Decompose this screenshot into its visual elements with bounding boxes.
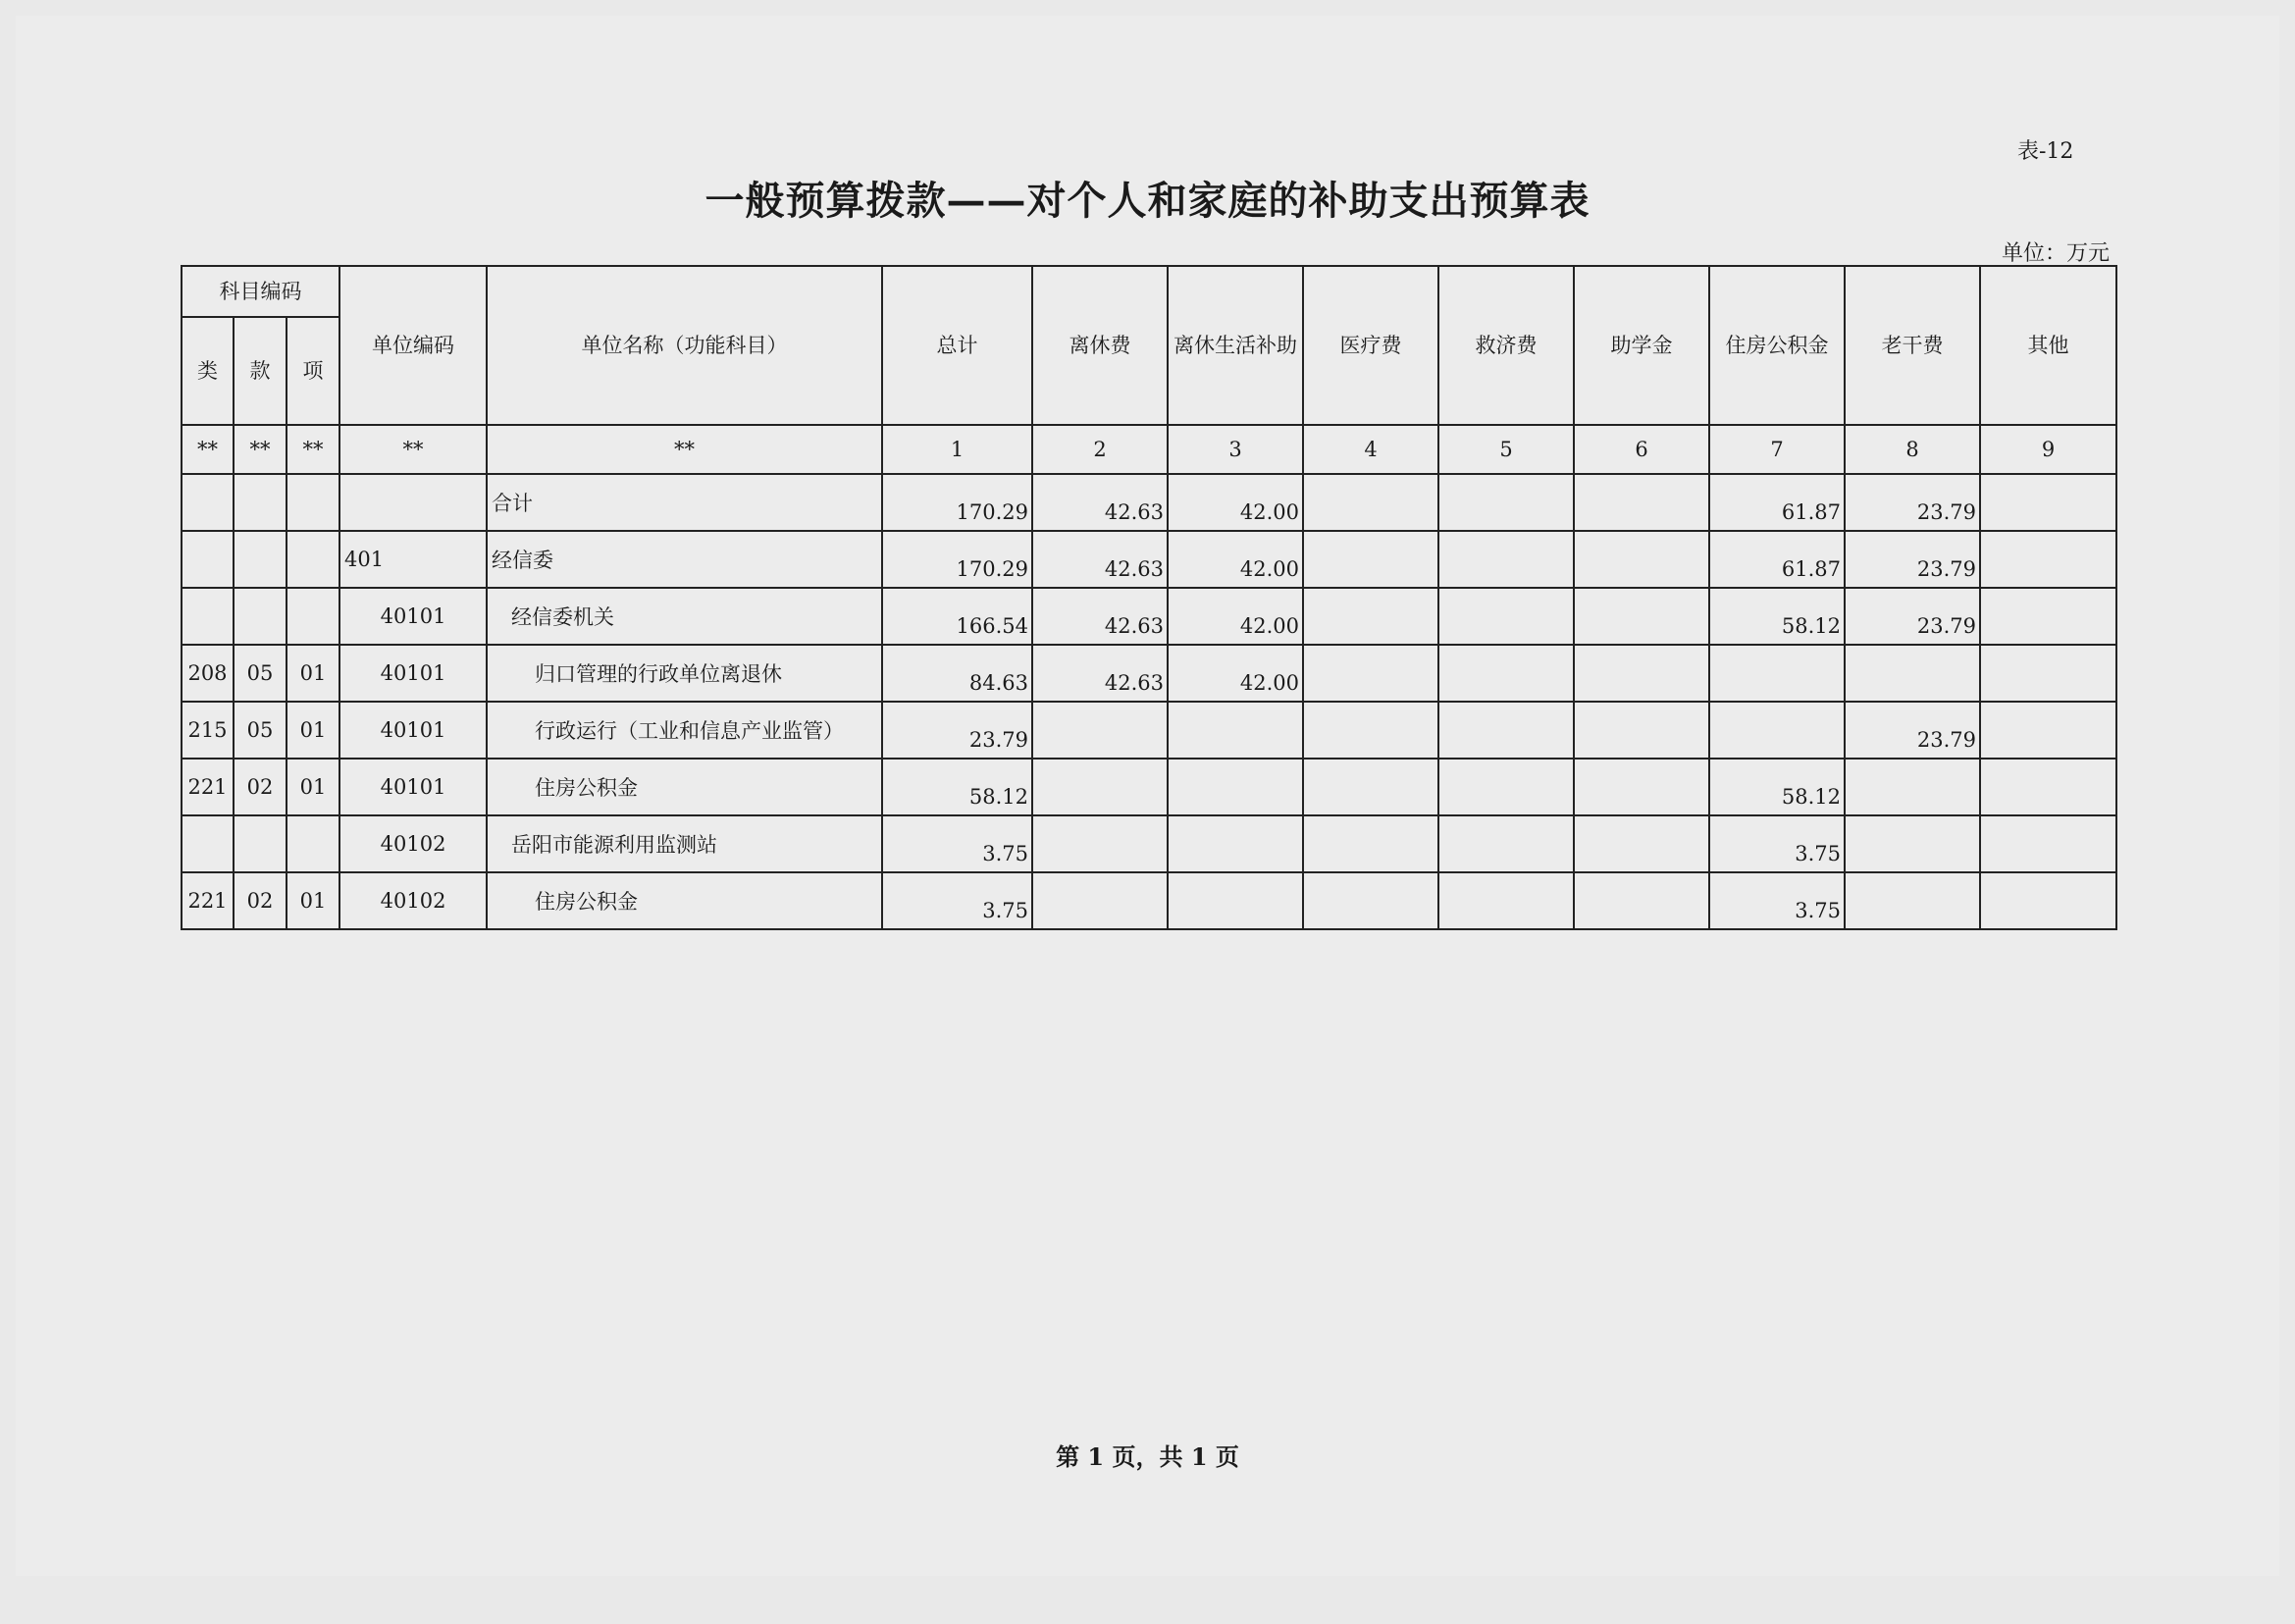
cell-value bbox=[1709, 702, 1845, 759]
cell-lei: 221 bbox=[182, 872, 234, 929]
header-other: 其他 bbox=[1980, 266, 2116, 425]
cell-unit-name: 经信委 bbox=[487, 531, 882, 588]
cell-value bbox=[1438, 531, 1574, 588]
cell-kuan bbox=[234, 588, 287, 645]
cell-unit-name: 住房公积金 bbox=[487, 759, 882, 815]
cell-value bbox=[1032, 759, 1168, 815]
header-retirement-fee: 离休费 bbox=[1032, 266, 1168, 425]
cell-value bbox=[1168, 815, 1303, 872]
cell-lei bbox=[182, 531, 234, 588]
cell-value: 3.75 bbox=[882, 872, 1032, 929]
page-title: 一般预算拨款——对个人和家庭的补助支出预算表 bbox=[704, 178, 1591, 224]
cell-value bbox=[1438, 702, 1574, 759]
table-row bbox=[182, 645, 2116, 702]
cell-value bbox=[1438, 645, 1574, 702]
cell-value: 61.87 bbox=[1709, 531, 1845, 588]
cell-value: 170.29 bbox=[882, 474, 1032, 531]
cell-value: 58.12 bbox=[1709, 588, 1845, 645]
cell-kuan: 02 bbox=[234, 872, 287, 929]
table-row bbox=[182, 759, 2116, 815]
header-student-aid: 助学金 bbox=[1574, 266, 1709, 425]
cell-value: 3.75 bbox=[882, 815, 1032, 872]
index-cell: 4 bbox=[1303, 425, 1438, 474]
cell-unit-code: 401 bbox=[339, 531, 487, 588]
cell-unit-code: 40102 bbox=[339, 815, 487, 872]
cell-value bbox=[1438, 474, 1574, 531]
cell-value bbox=[1032, 815, 1168, 872]
cell-xiang: 01 bbox=[287, 872, 339, 929]
index-cell: ** bbox=[287, 425, 339, 474]
cell-xiang bbox=[287, 815, 339, 872]
cell-value: 58.12 bbox=[1709, 759, 1845, 815]
cell-value: 42.63 bbox=[1032, 588, 1168, 645]
index-cell: 5 bbox=[1438, 425, 1574, 474]
cell-value bbox=[1303, 588, 1438, 645]
unit-label: 单位：万元 bbox=[2002, 241, 2111, 266]
cell-value bbox=[1574, 531, 1709, 588]
cell-value bbox=[1980, 474, 2116, 531]
header-row-1 bbox=[182, 266, 2116, 317]
table-number: 表-12 bbox=[2017, 139, 2074, 164]
cell-lei bbox=[182, 588, 234, 645]
table-row bbox=[182, 531, 2116, 588]
cell-value bbox=[1574, 872, 1709, 929]
cell-kuan bbox=[234, 815, 287, 872]
table-row bbox=[182, 872, 2116, 929]
cell-unit-name: 岳阳市能源利用监测站 bbox=[487, 815, 882, 872]
cell-xiang bbox=[287, 588, 339, 645]
table-row bbox=[182, 588, 2116, 645]
header-retirement-living-subsidy: 离休生活补助 bbox=[1168, 266, 1303, 425]
cell-value: 166.54 bbox=[882, 588, 1032, 645]
cell-value bbox=[1845, 815, 1980, 872]
cell-value bbox=[1032, 872, 1168, 929]
cell-value bbox=[1980, 815, 2116, 872]
cell-unit-code: 40102 bbox=[339, 872, 487, 929]
table-row bbox=[182, 815, 2116, 872]
cell-unit-name: 经信委机关 bbox=[487, 588, 882, 645]
cell-value: 84.63 bbox=[882, 645, 1032, 702]
header-kuan: 款 bbox=[234, 317, 287, 425]
cell-value bbox=[1574, 474, 1709, 531]
index-cell: 2 bbox=[1032, 425, 1168, 474]
index-cell: ** bbox=[487, 425, 882, 474]
header-unit-name: 单位名称（功能科目） bbox=[487, 266, 882, 425]
index-cell: 7 bbox=[1709, 425, 1845, 474]
cell-value: 3.75 bbox=[1709, 872, 1845, 929]
cell-kuan: 05 bbox=[234, 702, 287, 759]
budget-table bbox=[181, 265, 2117, 930]
cell-kuan: 05 bbox=[234, 645, 287, 702]
cell-value bbox=[1032, 702, 1168, 759]
index-cell: ** bbox=[234, 425, 287, 474]
header-subject-code: 科目编码 bbox=[182, 266, 339, 317]
cell-value bbox=[1845, 759, 1980, 815]
cell-value: 23.79 bbox=[1845, 474, 1980, 531]
cell-unit-code: 40101 bbox=[339, 759, 487, 815]
cell-unit-code: 40101 bbox=[339, 645, 487, 702]
cell-value bbox=[1845, 645, 1980, 702]
cell-unit-code: 40101 bbox=[339, 588, 487, 645]
cell-value: 42.00 bbox=[1168, 531, 1303, 588]
cell-value bbox=[1438, 759, 1574, 815]
cell-value bbox=[1980, 759, 2116, 815]
cell-unit-name: 合计 bbox=[487, 474, 882, 531]
header-relief-fee: 救济费 bbox=[1438, 266, 1574, 425]
index-cell: 3 bbox=[1168, 425, 1303, 474]
cell-kuan: 02 bbox=[234, 759, 287, 815]
cell-value bbox=[1709, 645, 1845, 702]
header-housing-fund: 住房公积金 bbox=[1709, 266, 1845, 425]
cell-lei bbox=[182, 474, 234, 531]
cell-value: 23.79 bbox=[1845, 531, 1980, 588]
header-total: 总计 bbox=[882, 266, 1032, 425]
cell-xiang: 01 bbox=[287, 645, 339, 702]
table-row bbox=[182, 474, 2116, 531]
cell-value bbox=[1574, 645, 1709, 702]
cell-xiang bbox=[287, 531, 339, 588]
cell-value bbox=[1980, 702, 2116, 759]
index-cell: 6 bbox=[1574, 425, 1709, 474]
index-cell: ** bbox=[182, 425, 234, 474]
cell-value: 23.79 bbox=[1845, 588, 1980, 645]
cell-value bbox=[1574, 815, 1709, 872]
cell-value bbox=[1168, 872, 1303, 929]
cell-value bbox=[1303, 815, 1438, 872]
cell-value: 42.00 bbox=[1168, 588, 1303, 645]
cell-value: 42.63 bbox=[1032, 645, 1168, 702]
cell-unit-code bbox=[339, 474, 487, 531]
cell-value: 58.12 bbox=[882, 759, 1032, 815]
cell-value bbox=[1980, 531, 2116, 588]
cell-value bbox=[1980, 645, 2116, 702]
index-cell: 1 bbox=[882, 425, 1032, 474]
cell-kuan bbox=[234, 531, 287, 588]
cell-xiang: 01 bbox=[287, 702, 339, 759]
header-medical-fee: 医疗费 bbox=[1303, 266, 1438, 425]
cell-lei bbox=[182, 815, 234, 872]
cell-value bbox=[1303, 759, 1438, 815]
cell-value bbox=[1168, 759, 1303, 815]
table-row bbox=[182, 702, 2116, 759]
page-footer: 第 1 页，共 1 页 bbox=[1056, 1442, 1239, 1471]
cell-lei: 221 bbox=[182, 759, 234, 815]
cell-value: 23.79 bbox=[1845, 702, 1980, 759]
cell-value: 42.00 bbox=[1168, 474, 1303, 531]
cell-unit-name: 行政运行（工业和信息产业监管） bbox=[487, 702, 882, 759]
index-cell: 9 bbox=[1980, 425, 2116, 474]
cell-value bbox=[1438, 872, 1574, 929]
cell-xiang: 01 bbox=[287, 759, 339, 815]
cell-xiang bbox=[287, 474, 339, 531]
cell-value bbox=[1845, 872, 1980, 929]
cell-value bbox=[1574, 588, 1709, 645]
cell-value bbox=[1980, 872, 2116, 929]
cell-unit-code: 40101 bbox=[339, 702, 487, 759]
cell-value: 170.29 bbox=[882, 531, 1032, 588]
header-lei: 类 bbox=[182, 317, 234, 425]
cell-value bbox=[1303, 702, 1438, 759]
cell-value: 42.00 bbox=[1168, 645, 1303, 702]
cell-lei: 215 bbox=[182, 702, 234, 759]
cell-value bbox=[1438, 588, 1574, 645]
cell-value: 42.63 bbox=[1032, 531, 1168, 588]
cell-value: 42.63 bbox=[1032, 474, 1168, 531]
cell-value bbox=[1438, 815, 1574, 872]
cell-value bbox=[1303, 872, 1438, 929]
header-veteran-cadre-fee: 老干费 bbox=[1845, 266, 1980, 425]
header-unit-code: 单位编码 bbox=[339, 266, 487, 425]
cell-value bbox=[1303, 645, 1438, 702]
index-cell: ** bbox=[339, 425, 487, 474]
cell-value bbox=[1574, 759, 1709, 815]
index-row bbox=[182, 425, 2116, 474]
index-cell: 8 bbox=[1845, 425, 1980, 474]
cell-value: 23.79 bbox=[882, 702, 1032, 759]
cell-unit-name: 归口管理的行政单位离退休 bbox=[487, 645, 882, 702]
cell-value bbox=[1574, 702, 1709, 759]
header-xiang: 项 bbox=[287, 317, 339, 425]
cell-value: 61.87 bbox=[1709, 474, 1845, 531]
cell-value bbox=[1303, 474, 1438, 531]
cell-value bbox=[1980, 588, 2116, 645]
cell-value bbox=[1168, 702, 1303, 759]
cell-value: 3.75 bbox=[1709, 815, 1845, 872]
cell-value bbox=[1303, 531, 1438, 588]
cell-lei: 208 bbox=[182, 645, 234, 702]
cell-unit-name: 住房公积金 bbox=[487, 872, 882, 929]
cell-kuan bbox=[234, 474, 287, 531]
